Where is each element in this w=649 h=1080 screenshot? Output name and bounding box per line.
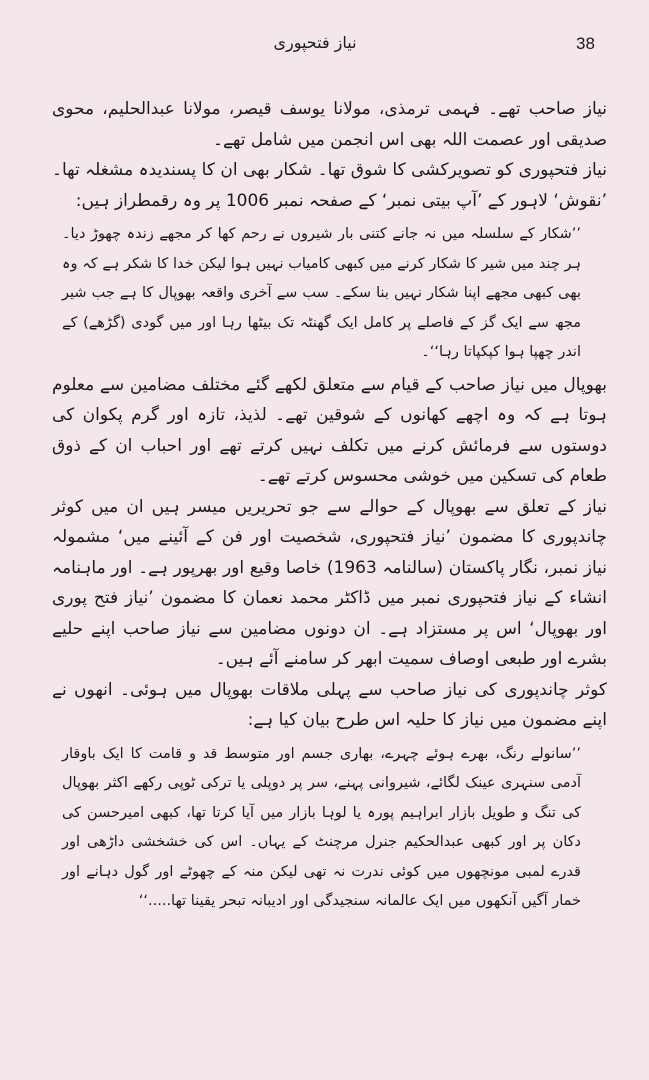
page-number: 38: [576, 34, 595, 53]
block-quote-1: ’’شکار کے سلسلہ میں نہ جانے کتنی بار شیروں نے رحم کھا کر مجھے زندہ چھوڑ دیا۔ ہر چند میں شیر کا شکار کرنے میں کبھی کامیاب نہیں ہوا لیکن خدا کا شکر ہے کہ وہ بھی کبھی مجھے اپنا شکار نہیں بنا سکے۔ سب سے آخری واقعہ بھوپال کا ہے جب شیر مجھ سے ایک گز کے فاصلے پر کامل ایک گھنٹہ تک بیٹھا رہا اور میں گودی (گڑھے) کے اندر چھپا ہوا کپکپاتا رہا‘‘۔: [62, 226, 581, 360]
page-body: [52, 94, 607, 919]
paragraph-3: بھوپال میں نیاز صاحب کے قیام سے متعلق لکھے گئے مختلف مضامین سے معلوم ہوتا ہے کہ وہ اچھے کھانوں کے شوقین تھے۔ لذیذ، تازہ اور گرم پکوان کی دوستوں سے فرمائش کرنے میں تکلف نہیں کرتے تھے اور احباب ان کے ذوق طعام کی تسکین میں خوشی محسوس کرتے تھے۔: [52, 374, 607, 486]
paragraph-5: کوثر چاندپوری کی نیاز صاحب سے پہلی ملاقات بھوپال میں ہوئی۔ انھوں نے اپنے مضمون میں نیاز کا حلیہ اس طرح بیان کیا ہے:: [52, 679, 607, 730]
paragraph-4: نیاز کے تعلق سے بھوپال کے حوالے سے جو تحریریں میسر ہیں ان میں کوثر چاندپوری کا مضمون ’نیاز فتحپوری، شخصیت اور فن کے آئینے میں‘ مشمولہ نیاز نمبر، نگار پاکستان (سالنامہ 1963) خاصا وقیع اور بھرپور ہے۔ اور ماہنامہ انشاء کے نیاز فتحپوری نمبر میں ڈاکٹر محمد نعمان کا مضمون ’نیاز فتح پوری اور بھوپال‘ اس پر مستزاد ہے۔ ان دونوں مضامین سے نیاز صاحب اپنے حلیے بشرے اور طبعی اوصاف سمیت ابھر کر سامنے آئے ہیں۔: [52, 496, 607, 669]
paragraph-1: نیاز صاحب تھے۔ فہمی ترمذی، مولانا یوسف قیصر، مولانا عبدالحلیم، محوی صدیقی اور عصمت اللہ بھی اس انجمن میں شامل تھے۔: [52, 99, 607, 150]
page-header: [0, 0, 649, 62]
block-quote-2: ’’سانولے رنگ، بھرے ہوئے چہرے، بھاری جسم اور متوسط قد و قامت کا ایک باوقار آدمی سنہری عینک لگائے، شیروانی پہنے، سر پر دوپلی یا ترکی ٹوپی رکھے اکثر بھوپال کی تنگ و طویل بازار ابراہیم پورہ یا لوہا بازار میں آیا کرتا تھا، کبھی امیرحسن کی دکان پر اور کبھی عبدالحکیم جنرل مرچنٹ کے یہاں۔ اس کی خشخشی داڑھی اور قدرے لمبی مونچھوں میں کوئی ندرت نہ تھی لیکن منہ کے چھوٹے اور گول دہانے اور خمار آگیں آنکھوں میں ایک عالمانہ سنجیدگی اور ادیبانہ تبحر یقینا تھا.....‘‘: [62, 745, 581, 909]
running-title: نیاز فتحپوری: [273, 33, 357, 52]
paragraph-2: نیاز فتحپوری کو تصویرکشی کا شوق تھا۔ شکار بھی ان کا پسندیدہ مشغلہ تھا۔ ’نقوش‘ لاہور کے ’آپ بیتی نمبر‘ کے صفحہ نمبر 1006 پر وہ رقمطراز ہیں:: [52, 160, 607, 211]
